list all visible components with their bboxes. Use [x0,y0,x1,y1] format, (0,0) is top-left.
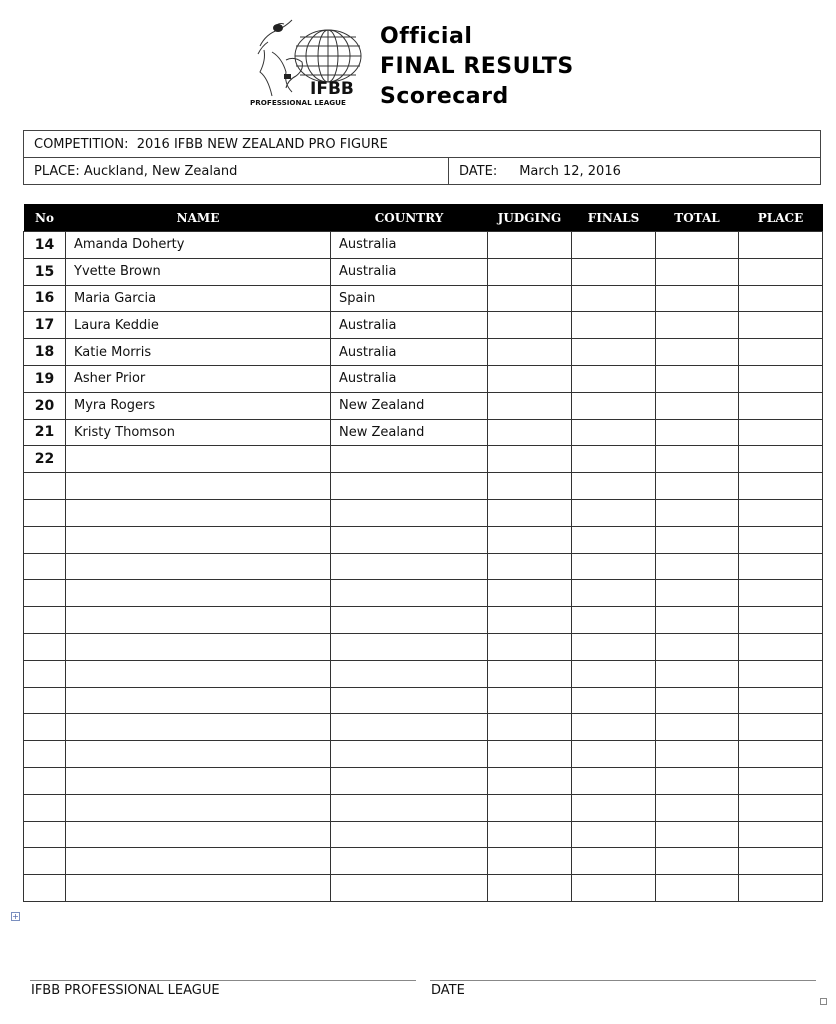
table-row [24,419,823,446]
competitor-country [331,633,488,660]
table-row [24,258,823,285]
finals-score-cell[interactable] [572,607,656,634]
signature-label: IFBB PROFESSIONAL LEAGUE [31,983,220,998]
table-row [24,499,823,526]
row-number [24,660,66,687]
move-handle-icon[interactable]: + [12,912,19,921]
competitor-country: Australia [331,339,488,366]
place-label: PLACE: [34,163,80,179]
total-score-cell[interactable] [656,741,739,768]
total-score-cell[interactable] [656,365,739,392]
table-row [24,607,823,634]
judging-score-cell[interactable] [488,607,572,634]
judging-score-cell[interactable] [488,312,572,339]
place-cell[interactable] [739,258,823,285]
total-score-cell[interactable] [656,312,739,339]
table-row [24,767,823,794]
table-row [24,446,823,473]
place-cell[interactable] [739,767,823,794]
total-score-cell[interactable] [656,607,739,634]
footer-date-label: DATE [431,983,465,998]
competitor-country [331,875,488,902]
competitor-name [66,687,331,714]
finals-score-cell[interactable] [572,339,656,366]
table-row [24,553,823,580]
table-row [24,580,823,607]
table-header-row [24,204,823,232]
row-number: 20 [24,392,66,419]
judging-score-cell[interactable] [488,821,572,848]
place-cell[interactable] [739,875,823,902]
table-row [24,794,823,821]
table-row [24,633,823,660]
competition-info-box [23,130,821,185]
judging-score-cell[interactable] [488,526,572,553]
competitor-country [331,848,488,875]
judging-score-cell[interactable] [488,258,572,285]
competitor-name [66,660,331,687]
place-field[interactable] [24,158,449,184]
total-score-cell[interactable] [656,419,739,446]
competitor-name [66,553,331,580]
place-cell[interactable] [739,741,823,768]
row-number [24,821,66,848]
end-mark-icon [820,998,827,1005]
competitor-name [66,499,331,526]
judging-score-cell[interactable] [488,499,572,526]
judging-score-cell[interactable] [488,580,572,607]
finals-score-cell[interactable] [572,741,656,768]
place-cell[interactable] [739,446,823,473]
place-cell[interactable] [739,714,823,741]
total-score-cell[interactable] [656,499,739,526]
competitor-country: Spain [331,285,488,312]
competitor-country: New Zealand [331,392,488,419]
row-number [24,741,66,768]
competitor-name: Yvette Brown [66,258,331,285]
place-cell[interactable] [739,607,823,634]
place-cell[interactable] [739,794,823,821]
total-score-cell[interactable] [656,526,739,553]
competitor-name [66,875,331,902]
place-cell[interactable] [739,339,823,366]
table-row [24,339,823,366]
header-judging: JUDGING [488,204,572,232]
competitor-name [66,767,331,794]
competitor-name [66,848,331,875]
row-number: 22 [24,446,66,473]
competition-value: 2016 IFBB NEW ZEALAND PRO FIGURE [136,136,388,152]
finals-score-cell[interactable] [572,285,656,312]
finals-score-cell[interactable] [572,714,656,741]
competition-field[interactable] [24,131,388,157]
total-score-cell[interactable] [656,473,739,500]
place-cell[interactable] [739,848,823,875]
judging-score-cell[interactable] [488,392,572,419]
row-number [24,767,66,794]
judging-score-cell[interactable] [488,848,572,875]
finals-score-cell[interactable] [572,875,656,902]
judging-score-cell[interactable] [488,285,572,312]
competitor-country [331,687,488,714]
total-score-cell[interactable] [656,821,739,848]
competitor-country [331,607,488,634]
row-number [24,607,66,634]
finals-score-cell[interactable] [572,232,656,259]
scorecard-title [380,22,574,112]
place-cell[interactable] [739,580,823,607]
row-number [24,875,66,902]
date-field[interactable] [449,158,621,184]
judging-score-cell[interactable] [488,767,572,794]
place-cell[interactable] [739,687,823,714]
finals-score-cell[interactable] [572,848,656,875]
finals-score-cell[interactable] [572,499,656,526]
header-no: No [24,204,66,232]
competitor-name [66,741,331,768]
judging-score-cell[interactable] [488,875,572,902]
row-number: 14 [24,232,66,259]
total-score-cell[interactable] [656,392,739,419]
competitor-country: Australia [331,232,488,259]
competitor-country [331,714,488,741]
judging-score-cell[interactable] [488,446,572,473]
competitor-name: Kristy Thomson [66,419,331,446]
place-cell[interactable] [739,821,823,848]
total-score-cell[interactable] [656,660,739,687]
competitor-country [331,580,488,607]
competitor-name: Katie Morris [66,339,331,366]
table-row [24,687,823,714]
competitor-name: Myra Rogers [66,392,331,419]
finals-score-cell[interactable] [572,419,656,446]
place-cell[interactable] [739,232,823,259]
row-number: 19 [24,365,66,392]
finals-score-cell[interactable] [572,365,656,392]
row-number: 15 [24,258,66,285]
table-row [24,365,823,392]
header-name: NAME [66,204,331,232]
finals-score-cell[interactable] [572,767,656,794]
date-label: DATE: [459,163,498,179]
competitor-name [66,633,331,660]
competitor-name: Maria Garcia [66,285,331,312]
table-row [24,232,823,259]
total-score-cell[interactable] [656,580,739,607]
place-cell[interactable] [739,392,823,419]
place-cell[interactable] [739,499,823,526]
table-row [24,875,823,902]
competitor-country [331,821,488,848]
competitor-name [66,607,331,634]
row-number [24,473,66,500]
row-number [24,499,66,526]
total-score-cell[interactable] [656,687,739,714]
competitor-name [66,821,331,848]
row-number [24,580,66,607]
row-number [24,553,66,580]
signature-line [30,980,416,981]
total-score-cell[interactable] [656,794,739,821]
place-date-row [24,157,820,184]
place-cell[interactable] [739,553,823,580]
table-row [24,848,823,875]
total-score-cell[interactable] [656,285,739,312]
finals-score-cell[interactable] [572,660,656,687]
place-cell[interactable] [739,285,823,312]
competitor-name [66,580,331,607]
place-cell[interactable] [739,365,823,392]
header-total: TOTAL [656,204,739,232]
finals-score-cell[interactable] [572,258,656,285]
judging-score-cell[interactable] [488,741,572,768]
total-score-cell[interactable] [656,232,739,259]
competitor-country [331,473,488,500]
table-row [24,526,823,553]
competitor-country [331,767,488,794]
competitor-country [331,660,488,687]
total-score-cell[interactable] [656,553,739,580]
competitor-country [331,526,488,553]
finals-score-cell[interactable] [572,312,656,339]
svg-text:PROFESSIONAL LEAGUE: PROFESSIONAL LEAGUE [250,98,346,107]
ifbb-logo [248,16,370,108]
table-row [24,285,823,312]
competitor-name: Laura Keddie [66,312,331,339]
title-line-final-results: FINAL RESULTS [380,54,574,79]
row-number: 21 [24,419,66,446]
row-number [24,633,66,660]
finals-score-cell[interactable] [572,794,656,821]
place-cell[interactable] [739,473,823,500]
date-signature-line [430,980,816,981]
judging-score-cell[interactable] [488,687,572,714]
table-row [24,714,823,741]
competitor-name [66,473,331,500]
judging-score-cell[interactable] [488,419,572,446]
finals-score-cell[interactable] [572,633,656,660]
judging-score-cell[interactable] [488,339,572,366]
competitor-name [66,794,331,821]
competitor-name: Asher Prior [66,365,331,392]
table-row [24,741,823,768]
judging-score-cell[interactable] [488,232,572,259]
total-score-cell[interactable] [656,767,739,794]
competitor-country: New Zealand [331,419,488,446]
finals-score-cell[interactable] [572,392,656,419]
table-row [24,473,823,500]
finals-score-cell[interactable] [572,821,656,848]
place-cell[interactable] [739,312,823,339]
finals-score-cell[interactable] [572,526,656,553]
total-score-cell[interactable] [656,258,739,285]
row-number [24,687,66,714]
competitor-country [331,553,488,580]
competitor-country [331,741,488,768]
place-cell[interactable] [739,660,823,687]
header-country: COUNTRY [331,204,488,232]
judging-score-cell[interactable] [488,714,572,741]
judging-score-cell[interactable] [488,794,572,821]
total-score-cell[interactable] [656,848,739,875]
table-row [24,312,823,339]
row-number [24,848,66,875]
competitor-country: Australia [331,365,488,392]
finals-score-cell[interactable] [572,473,656,500]
row-number [24,794,66,821]
total-score-cell[interactable] [656,339,739,366]
competitor-name [66,526,331,553]
row-number: 16 [24,285,66,312]
place-cell[interactable] [739,526,823,553]
header-place: PLACE [739,204,823,232]
judging-score-cell[interactable] [488,473,572,500]
place-cell[interactable] [739,633,823,660]
judging-score-cell[interactable] [488,633,572,660]
place-cell[interactable] [739,419,823,446]
row-number [24,526,66,553]
total-score-cell[interactable] [656,875,739,902]
judging-score-cell[interactable] [488,365,572,392]
total-score-cell[interactable] [656,714,739,741]
title-line-scorecard: Scorecard [380,84,509,109]
competitor-country [331,499,488,526]
total-score-cell[interactable] [656,446,739,473]
svg-text:IFBB: IFBB [310,79,354,99]
competition-label: COMPETITION: [34,136,129,152]
total-score-cell[interactable] [656,633,739,660]
judging-score-cell[interactable] [488,660,572,687]
competitor-name [66,714,331,741]
competitor-country: Australia [331,258,488,285]
header-finals: FINALS [572,204,656,232]
finals-score-cell[interactable] [572,446,656,473]
competitor-name [66,446,331,473]
competition-row [24,131,820,157]
row-number [24,714,66,741]
judging-score-cell[interactable] [488,553,572,580]
title-line-official: Official [380,24,473,49]
finals-score-cell[interactable] [572,687,656,714]
competitor-name: Amanda Doherty [66,232,331,259]
results-table [23,204,823,902]
place-value: Auckland, New Zealand [83,163,238,179]
finals-score-cell[interactable] [572,553,656,580]
date-value: March 12, 2016 [519,163,621,179]
competitor-country [331,794,488,821]
competitor-country [331,446,488,473]
row-number: 17 [24,312,66,339]
finals-score-cell[interactable] [572,580,656,607]
competitor-country: Australia [331,312,488,339]
table-row [24,392,823,419]
table-row [24,660,823,687]
table-row [24,821,823,848]
row-number: 18 [24,339,66,366]
